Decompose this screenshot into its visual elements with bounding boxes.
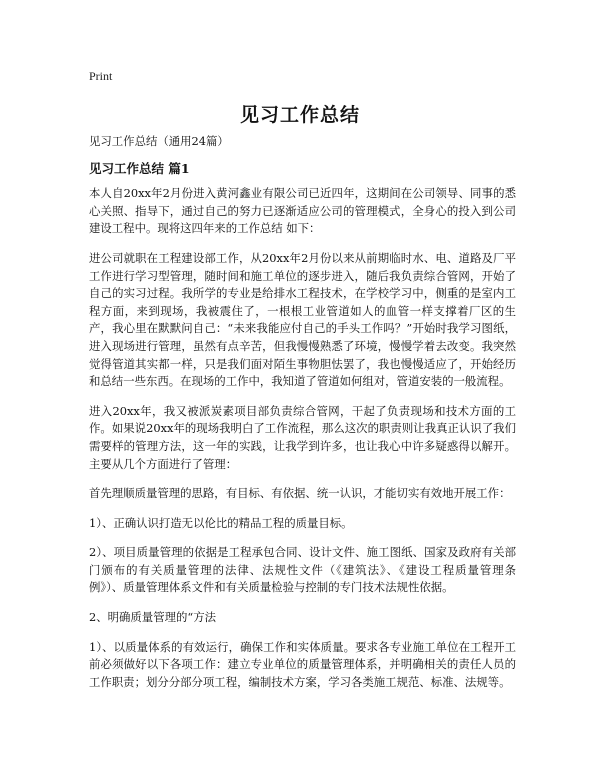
paragraph-method-heading: 2、明确质量管理的“方法 [89,610,216,625]
paragraph-method-1: 1）、以质量体系的有效运行，确保工作和实体质量。要求各专业施工单位在工程开工前必须做好以下各项工作：建立专业单位的质量管理体系，并明确相关的责任人员的工作职责；划分分部分项工程，编制技术方案，学习各类施工规范、标准、法规等。 [89,639,516,689]
document-title: 见习工作总结 [239,104,360,126]
section-heading: 见习工作总结 篇1 [89,160,190,176]
paragraph-point-2: 2）、项目质量管理的依据是工程承包合同、设计文件、施工图纸、国家及政府有关部门颁布的有关质量管理的法律、法规性文件（《建筑法》、《建设工程质量管理条例》）、质量管理体系文件和有关质量检验与控制的专门技术法规性依据。 [89,545,516,595]
paragraph-quality-approach: 首先理顺质量管理的思路，有目标、有依据、统一认识，才能切实有效地开展工作： [89,486,511,501]
document-subtitle: 见习工作总结（通用24篇） [89,134,229,148]
paragraph-intro: 本人自20xx年2月份进入黄河鑫业有限公司已近四年，这期间在公司领导、同事的悉心关照、指导下，通过自己的努力已逐渐适应公司的管理模式，全身心的投入到公司建设工程中。现将这四年来的工作总结 如下： [89,186,516,236]
paragraph-point-1: 1）、正确认识打造无以伦比的精品工程的质量目标。 [89,515,353,530]
paragraph-first-year: 进公司就职在工程建设部工作，从20xx年2月份以来从前期临时水、电、道路及厂平工作进行学习型管理，随时间和施工单位的逐步进入，随后我负责综合管网，开始了自己的实习过程。我所学的专业是给排水工程技术，在学校学习中，侧重的是室内工程方面，来到现场，我被震住了，一根根工业管道如人的血管一样支撑着厂区的生产，我心里在默默问自己：“未来我能应付自己的手头工作吗？”开始时我学习图纸，进入现场进行管理，虽然有点辛苦，但我慢慢熟悉了环境，慢慢学着去改变。我突然觉得管道其实都一样，只是我们面对陌生事物胆怯罢了，我也慢慢适应了，开始经历和总结一些东西。在现场的工作中，我知道了管道如何组对，管道安装的一般流程。 [89,250,516,389]
print-link[interactable]: Print [89,69,113,83]
paragraph-second-year: 进入20xx年，我又被派炭素项目部负责综合管网，干起了负责现场和技术方面的工作。如果说20xx年的现场我明白了工作流程，那么这次的职责则让我真正认识了我们需要样的管理方法，这一年的实践，让我学到许多，也让我心中许多疑惑得以解开。主要从几个方面进行了管理： [89,403,516,471]
document-body [89,133,516,703]
